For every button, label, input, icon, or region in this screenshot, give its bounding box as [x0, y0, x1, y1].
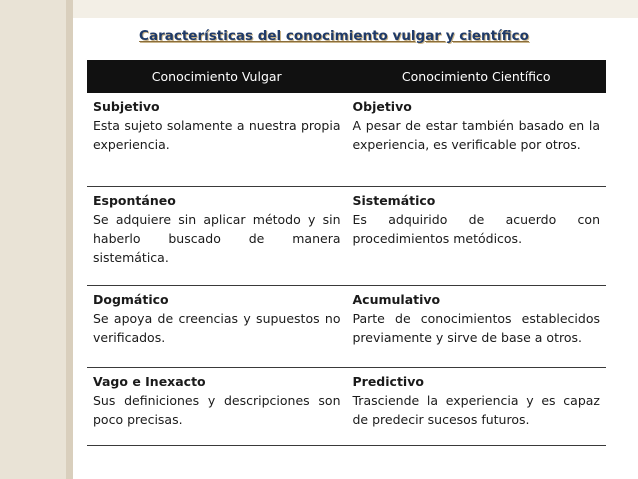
- term-label: Vago e Inexacto: [93, 373, 206, 389]
- term-description: A pesar de estar también basado en la experiencia, es verificable por otros.: [352, 118, 600, 152]
- term-label: Acumulativo: [352, 291, 441, 307]
- cell-cientifico: [347, 186, 607, 285]
- term-description: Es adquirido de acuerdo con procedimientos metódicos.: [352, 211, 600, 246]
- cell-vulgar: [87, 367, 347, 445]
- cell-vulgar: [87, 186, 347, 285]
- table-header-row: [87, 60, 606, 93]
- top-decorative-bar: [73, 0, 638, 18]
- term-description: Trasciende la experiencia y es capaz de predecir sucesos futuros.: [352, 392, 600, 427]
- term-description: Se apoya de creencias y supuestos no verificados.: [93, 310, 341, 345]
- cell-cientifico: [347, 367, 607, 445]
- header-conocimiento-vulgar: Conocimiento Vulgar: [87, 60, 347, 93]
- term-description: Parte de conocimientos establecidos previamente y sirve de base a otros.: [352, 310, 600, 345]
- comparison-table: [87, 60, 606, 446]
- slide-title: Características del conocimiento vulgar y científico: [139, 28, 529, 44]
- table-row: [87, 186, 606, 285]
- header-conocimiento-cientifico: Conocimiento Científico: [347, 60, 607, 93]
- cell-cientifico: [347, 93, 607, 186]
- cell-vulgar: [87, 93, 347, 186]
- term-description: Sus definiciones y descripciones son poco precisas.: [93, 392, 341, 427]
- term-label: Objetivo: [352, 99, 412, 114]
- term-label: Subjetivo: [93, 99, 160, 114]
- table-row: [87, 93, 606, 186]
- left-decorative-band: [0, 0, 66, 479]
- table-row: [87, 285, 606, 367]
- term-description: Esta sujeto solamente a nuestra propia experiencia.: [93, 118, 341, 152]
- cell-cientifico: [347, 285, 607, 367]
- term-label: Espontáneo: [93, 192, 176, 208]
- term-description: Se adquiere sin aplicar método y sin haberlo buscado de manera sistemática.: [93, 211, 341, 265]
- left-band-edge: [66, 0, 73, 479]
- term-label: Dogmático: [93, 291, 169, 307]
- term-label: Sistemático: [352, 192, 436, 208]
- term-label: Predictivo: [352, 373, 424, 389]
- table-row: [87, 367, 606, 445]
- cell-vulgar: [87, 285, 347, 367]
